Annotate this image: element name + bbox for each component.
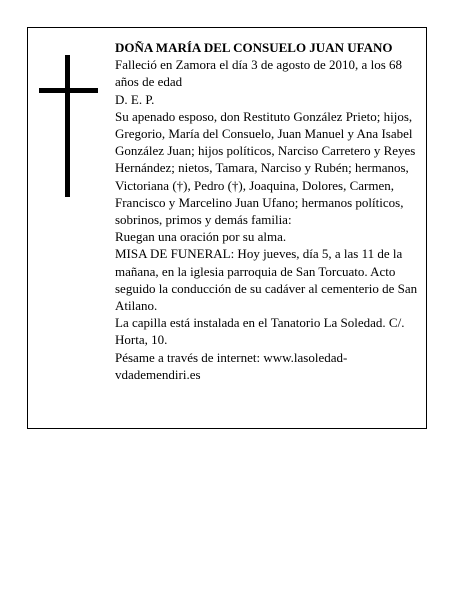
death-details: Falleció en Zamora el día 3 de agosto de 2010, a los 68 años de edad: [115, 57, 403, 90]
obituary-notice: [27, 27, 427, 429]
cross-vertical-bar: [65, 55, 70, 197]
rest-in-peace: D. E. P.: [115, 91, 155, 107]
chapel-location: La capilla está instalada en el Tanatorio La Soledad. C/. Horta, 10.: [115, 315, 405, 348]
deceased-name: DOÑA MARÍA DEL CONSUELO JUAN UFANO: [115, 40, 393, 55]
prayer-request: Ruegan una oración por su alma.: [115, 229, 287, 245]
condolences-website: Pésame a través de internet: www.lasoledad-vdademendiri.es: [115, 349, 348, 382]
family-list: Su apenado esposo, don Restituto González Prieto; hijos, Gregorio, María del Consuelo, Juan Manuel y Ana Isabel González Juan; hijos políticos, Narciso Carretero y Reyes Hernández; nietos, Tamara, Narciso y Rubén; hermanos, Victoriana (†), Pedro (†), Joaquina, Dolores, Carmen, Francisco y Marcelino Juan Ufano; hermanos políticos, sobrinos, primos y demás familia:: [115, 108, 416, 228]
cross-horizontal-bar: [39, 88, 98, 93]
cross-icon: [39, 55, 98, 197]
obituary-text: [115, 39, 427, 383]
funeral-mass: MISA DE FUNERAL: Hoy jueves, día 5, a las 11 de la mañana, en la iglesia parroquia de San Torcuato. Acto seguido la conducción de su cadáver al cementerio de San Atilano.: [115, 246, 418, 314]
